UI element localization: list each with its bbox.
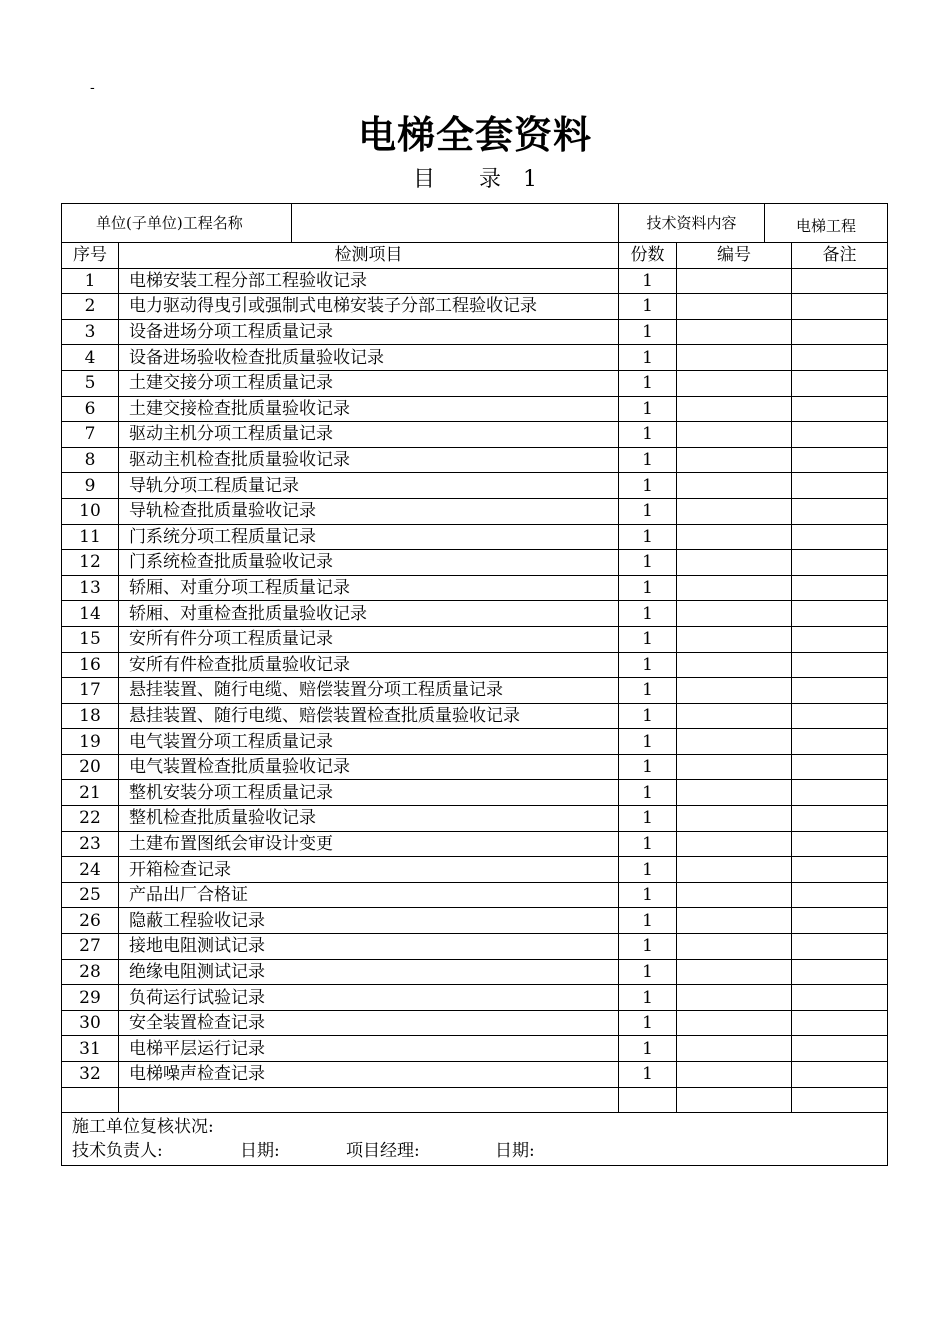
row-code: [677, 396, 792, 422]
table-row: [62, 575, 888, 601]
blank-item-cell: [119, 1087, 619, 1113]
table-row: [62, 1036, 888, 1062]
row-code: [677, 345, 792, 371]
row-seq: 26: [62, 908, 119, 934]
table-row: [62, 345, 888, 371]
table-row: [62, 831, 888, 857]
row-copies: 1: [619, 678, 677, 704]
row-item: 轿厢、对重分项工程质量记录: [119, 575, 619, 601]
row-code: [677, 908, 792, 934]
row-remark: [792, 422, 888, 448]
document-title: 电梯全套资料: [357, 113, 592, 157]
row-seq: 28: [62, 959, 119, 985]
table-row: [62, 1062, 888, 1088]
row-seq: 23: [62, 831, 119, 857]
col-remark-header: 备注: [792, 243, 888, 269]
row-seq: 24: [62, 857, 119, 883]
row-code: [677, 1010, 792, 1036]
blank-code-cell: [677, 1087, 792, 1113]
table-row: [62, 396, 888, 422]
row-remark: [792, 703, 888, 729]
row-copies: 1: [619, 601, 677, 627]
col-code-header: 编号: [677, 243, 792, 269]
row-copies: 1: [619, 1062, 677, 1088]
signature-line: [72, 1139, 887, 1163]
row-code: [677, 601, 792, 627]
row-remark: [792, 1036, 888, 1062]
row-seq: 1: [62, 268, 119, 294]
table-row: [62, 447, 888, 473]
row-seq: 11: [62, 524, 119, 550]
row-remark: [792, 319, 888, 345]
row-copies: 1: [619, 396, 677, 422]
row-remark: [792, 806, 888, 832]
row-copies: 1: [619, 754, 677, 780]
row-code: [677, 703, 792, 729]
row-seq: 3: [62, 319, 119, 345]
row-code: [677, 754, 792, 780]
table-row: [62, 908, 888, 934]
row-seq: 9: [62, 473, 119, 499]
row-item: 门系统分项工程质量记录: [119, 524, 619, 550]
table-row: [62, 601, 888, 627]
row-item: 导轨检查批质量验收记录: [119, 498, 619, 524]
row-item: 安所有件检查批质量验收记录: [119, 652, 619, 678]
row-item: 设备进场验收检查批质量验收记录: [119, 345, 619, 371]
row-remark: [792, 473, 888, 499]
review-status-label: 施工单位复核状况:: [72, 1117, 214, 1138]
blank-seq-cell: [62, 1087, 119, 1113]
table-row: [62, 268, 888, 294]
row-remark: [792, 882, 888, 908]
row-code: [677, 959, 792, 985]
row-code: [677, 422, 792, 448]
row-remark: [792, 345, 888, 371]
row-remark: [792, 985, 888, 1011]
row-seq: 12: [62, 550, 119, 576]
row-seq: 25: [62, 882, 119, 908]
row-item: 电梯安装工程分部工程验收记录: [119, 268, 619, 294]
blank-remark-cell: [792, 1087, 888, 1113]
row-remark: [792, 754, 888, 780]
row-seq: 15: [62, 626, 119, 652]
row-code: [677, 729, 792, 755]
row-code: [677, 882, 792, 908]
row-copies: 1: [619, 985, 677, 1011]
row-seq: 13: [62, 575, 119, 601]
row-code: [677, 319, 792, 345]
table-row: [62, 370, 888, 396]
row-copies: 1: [619, 294, 677, 320]
table-row: [62, 319, 888, 345]
row-item: 土建交接检查批质量验收记录: [119, 396, 619, 422]
row-code: [677, 575, 792, 601]
row-copies: 1: [619, 908, 677, 934]
row-seq: 22: [62, 806, 119, 832]
column-header-row: [62, 243, 888, 269]
table-row: [62, 703, 888, 729]
row-remark: [792, 550, 888, 576]
row-remark: [792, 857, 888, 883]
row-seq: 10: [62, 498, 119, 524]
row-item: 安所有件分项工程质量记录: [119, 626, 619, 652]
row-item: 开箱检查记录: [119, 857, 619, 883]
row-seq: 32: [62, 1062, 119, 1088]
row-remark: [792, 396, 888, 422]
row-copies: 1: [619, 806, 677, 832]
table-row: [62, 754, 888, 780]
row-copies: 1: [619, 729, 677, 755]
row-item: 产品出厂合格证: [119, 882, 619, 908]
row-seq: 6: [62, 396, 119, 422]
row-copies: 1: [619, 831, 677, 857]
row-remark: [792, 934, 888, 960]
row-item: 安全装置检查记录: [119, 1010, 619, 1036]
tech-lead-label: 技术负责人:: [72, 1141, 163, 1162]
row-seq: 20: [62, 754, 119, 780]
date-label-1: 日期:: [240, 1141, 280, 1162]
row-seq: 4: [62, 345, 119, 371]
row-code: [677, 934, 792, 960]
blank-row: [62, 1087, 888, 1113]
row-remark: [792, 1062, 888, 1088]
row-code: [677, 780, 792, 806]
row-seq: 31: [62, 1036, 119, 1062]
row-remark: [792, 524, 888, 550]
row-copies: 1: [619, 319, 677, 345]
table-row: [62, 729, 888, 755]
row-code: [677, 1062, 792, 1088]
table-row: [62, 652, 888, 678]
row-seq: 17: [62, 678, 119, 704]
row-item: 土建交接分项工程质量记录: [119, 370, 619, 396]
row-item: 接地电阻测试记录: [119, 934, 619, 960]
row-seq: 29: [62, 985, 119, 1011]
table-row: [62, 959, 888, 985]
row-copies: 1: [619, 524, 677, 550]
row-seq: 2: [62, 294, 119, 320]
content-label: 技术资料内容: [619, 204, 765, 243]
row-item: 电力驱动得曳引或强制式电梯安装子分部工程验收记录: [119, 294, 619, 320]
table-row: [62, 985, 888, 1011]
row-code: [677, 678, 792, 704]
col-item-header: 检测项目: [119, 243, 619, 269]
document-subtitle: 目 录 1: [413, 167, 537, 192]
row-copies: 1: [619, 703, 677, 729]
contents-table: [61, 203, 888, 1166]
row-copies: 1: [619, 550, 677, 576]
row-item: 悬挂装置、随行电缆、赔偿装置检查批质量验收记录: [119, 703, 619, 729]
row-seq: 27: [62, 934, 119, 960]
row-copies: 1: [619, 473, 677, 499]
row-copies: 1: [619, 934, 677, 960]
row-item: 负荷运行试验记录: [119, 985, 619, 1011]
row-remark: [792, 831, 888, 857]
table-row: [62, 626, 888, 652]
table-row: [62, 678, 888, 704]
row-remark: [792, 652, 888, 678]
row-item: 导轨分项工程质量记录: [119, 473, 619, 499]
row-copies: 1: [619, 780, 677, 806]
row-code: [677, 370, 792, 396]
row-code: [677, 524, 792, 550]
row-remark: [792, 780, 888, 806]
row-copies: 1: [619, 1036, 677, 1062]
row-remark: [792, 575, 888, 601]
row-item: 门系统检查批质量验收记录: [119, 550, 619, 576]
row-item: 电梯噪声检查记录: [119, 1062, 619, 1088]
row-copies: 1: [619, 447, 677, 473]
row-remark: [792, 601, 888, 627]
row-item: 悬挂装置、随行电缆、赔偿装置分项工程质量记录: [119, 678, 619, 704]
row-code: [677, 294, 792, 320]
row-code: [677, 985, 792, 1011]
table-row: [62, 780, 888, 806]
row-seq: 21: [62, 780, 119, 806]
row-copies: 1: [619, 626, 677, 652]
row-code: [677, 550, 792, 576]
row-copies: 1: [619, 959, 677, 985]
col-seq-header: 序号: [62, 243, 119, 269]
unit-name-value: [292, 204, 619, 243]
table-row: [62, 550, 888, 576]
table-row: [62, 934, 888, 960]
table-row: [62, 524, 888, 550]
row-item: 电气装置检查批质量验收记录: [119, 754, 619, 780]
table-row: [62, 1010, 888, 1036]
row-code: [677, 806, 792, 832]
row-item: 电气装置分项工程质量记录: [119, 729, 619, 755]
row-seq: 16: [62, 652, 119, 678]
row-code: [677, 447, 792, 473]
row-code: [677, 498, 792, 524]
row-remark: [792, 626, 888, 652]
row-item: 轿厢、对重检查批质量验收记录: [119, 601, 619, 627]
row-code: [677, 268, 792, 294]
col-copies-header: 份数: [619, 243, 677, 269]
footer-cell: [62, 1113, 888, 1166]
table-row: [62, 882, 888, 908]
corner-mark: -: [90, 80, 95, 96]
footer-row: [62, 1113, 888, 1166]
date-label-2: 日期:: [495, 1141, 535, 1162]
row-remark: [792, 294, 888, 320]
row-copies: 1: [619, 345, 677, 371]
table-row: [62, 294, 888, 320]
row-code: [677, 1036, 792, 1062]
row-item: 电梯平层运行记录: [119, 1036, 619, 1062]
row-item: 土建布置图纸会审设计变更: [119, 831, 619, 857]
row-remark: [792, 959, 888, 985]
row-seq: 7: [62, 422, 119, 448]
row-code: [677, 652, 792, 678]
row-copies: 1: [619, 370, 677, 396]
row-remark: [792, 908, 888, 934]
row-remark: [792, 268, 888, 294]
table-row: [62, 473, 888, 499]
row-item: 整机安装分项工程质量记录: [119, 780, 619, 806]
row-remark: [792, 370, 888, 396]
table-row: [62, 857, 888, 883]
row-item: 驱动主机检查批质量验收记录: [119, 447, 619, 473]
row-seq: 8: [62, 447, 119, 473]
table-row: [62, 498, 888, 524]
row-item: 整机检查批质量验收记录: [119, 806, 619, 832]
row-item: 驱动主机分项工程质量记录: [119, 422, 619, 448]
row-code: [677, 626, 792, 652]
row-copies: 1: [619, 268, 677, 294]
project-header-row: [62, 204, 888, 243]
row-copies: 1: [619, 857, 677, 883]
blank-copies-cell: [619, 1087, 677, 1113]
row-remark: [792, 447, 888, 473]
row-copies: 1: [619, 422, 677, 448]
row-copies: 1: [619, 498, 677, 524]
unit-name-label: 单位(子单位)工程名称: [62, 204, 292, 243]
row-copies: 1: [619, 575, 677, 601]
row-item: 隐蔽工程验收记录: [119, 908, 619, 934]
row-remark: [792, 498, 888, 524]
row-remark: [792, 1010, 888, 1036]
row-copies: 1: [619, 882, 677, 908]
row-code: [677, 831, 792, 857]
row-remark: [792, 678, 888, 704]
row-seq: 5: [62, 370, 119, 396]
row-code: [677, 473, 792, 499]
row-item: 绝缘电阻测试记录: [119, 959, 619, 985]
row-seq: 14: [62, 601, 119, 627]
row-remark: [792, 729, 888, 755]
row-seq: 18: [62, 703, 119, 729]
row-copies: 1: [619, 1010, 677, 1036]
row-code: [677, 857, 792, 883]
row-seq: 19: [62, 729, 119, 755]
table-row: [62, 422, 888, 448]
row-item: 设备进场分项工程质量记录: [119, 319, 619, 345]
project-manager-label: 项目经理:: [346, 1141, 420, 1162]
table-row: [62, 806, 888, 832]
row-copies: 1: [619, 652, 677, 678]
row-seq: 30: [62, 1010, 119, 1036]
content-value: 电梯工程: [765, 204, 888, 243]
